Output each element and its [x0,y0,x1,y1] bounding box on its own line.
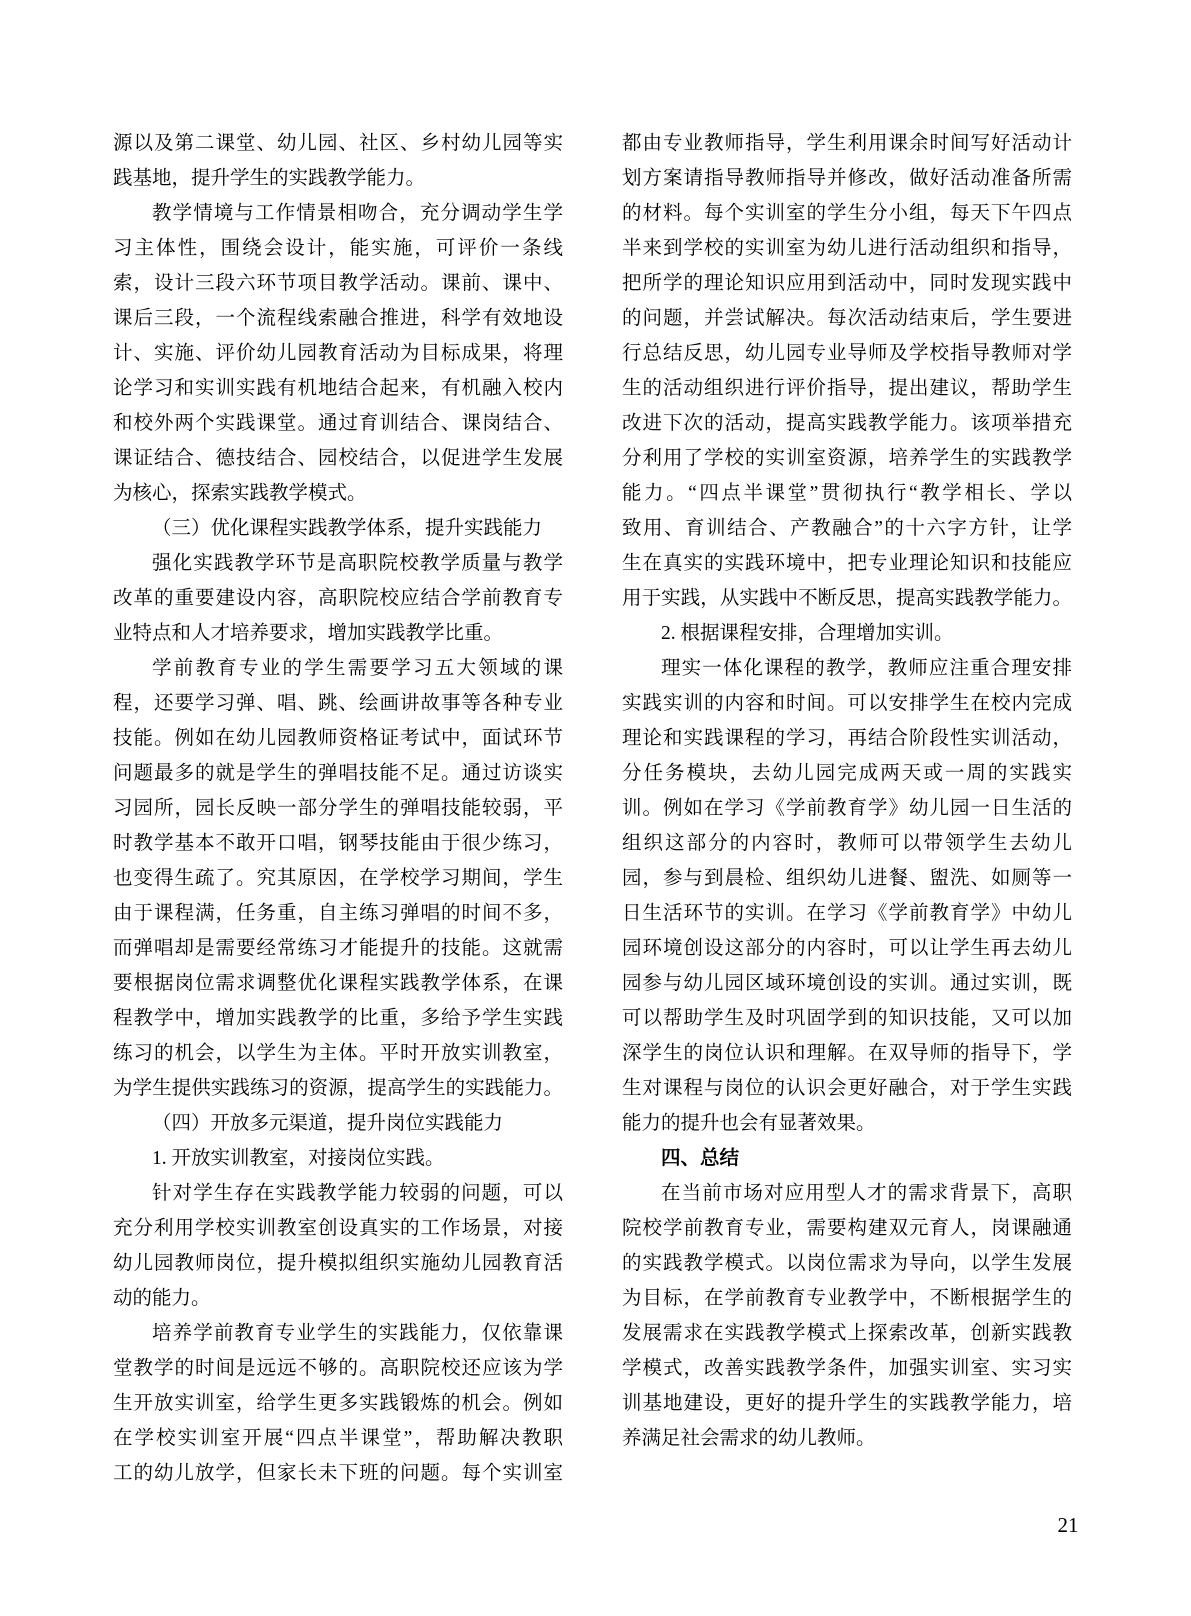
text-line: 培养学前教育专业学生的实践能力，仅依靠课 [152,1323,563,1344]
text-line: （四）开放多元渠道，提升岗位实践能力 [152,1113,504,1134]
text-line: 把所学的理论知识应用到活动中，同时发现实践中 [622,273,1072,294]
text-line: 动的能力。 [113,1288,211,1309]
text-line: 和校外两个实践课堂。通过育训结合、课岗结合、 [113,413,563,434]
text-line: 可以帮助学生及时巩固学到的知识技能，又可以加 [622,1008,1072,1029]
text-line: 生开放实训室，给学生更多实践锻炼的机会。例如 [113,1393,563,1414]
text-line: 能力。“四点半课堂”贯彻执行“教学相长、学以 [622,483,1072,504]
text-line: 致用、育训结合、产教融合”的十六字方针，让学 [622,518,1072,539]
text-line: 院校学前教育专业，需要构建双元育人，岗课融通 [622,1218,1072,1239]
text-line: 改革的重要建设内容，高职院校应结合学前教育专 [113,588,563,609]
text-line: 半来到学校的实训室为幼儿进行活动组织和指导， [622,238,1072,259]
text-line: 理实一体化课程的教学，教师应注重合理安排 [661,658,1072,679]
text-line: 的实践教学模式。以岗位需求为导向，以学生发展 [622,1253,1072,1274]
right-text-column [622,126,1072,1456]
text-line: 发展需求在实践教学模式上探索改革，创新实践教 [622,1323,1072,1344]
text-line: 工的幼儿放学，但家长未下班的问题。每个实训室 [113,1463,563,1484]
text-line: 为目标，在学前教育专业教学中，不断根据学生的 [622,1288,1072,1309]
text-line: 组织这部分的内容时，教师可以带领学生去幼儿 [622,833,1072,854]
text-line: 堂教学的时间是远远不够的。高职院校还应该为学 [113,1358,563,1379]
text-line: 程，还要学习弹、唱、跳、绘画讲故事等各种专业 [113,693,563,714]
text-line: 在学校实训室开展“四点半课堂”，帮助解决教职 [113,1428,563,1449]
text-line: 2. 根据课程安排，合理增加实训。 [661,623,954,644]
text-line: 源以及第二课堂、幼儿园、社区、乡村幼儿园等实 [113,133,563,154]
text-line: 为核心，探索实践教学模式。 [113,483,367,504]
text-line: 园参与幼儿园区域环境创设的实训。通过实训，既 [622,973,1072,994]
text-line: 的问题，并尝试解决。每次活动结束后，学生要进 [622,308,1072,329]
text-line: 划方案请指导教师指导并修改，做好活动准备所需 [622,168,1072,189]
text-line: 学模式，改善实践教学条件，加强实训室、实习实 [622,1358,1072,1379]
left-text-column [113,126,563,1491]
text-line: 由于课程满，任务重，自主练习弹唱的时间不多， [113,903,563,924]
text-line: 理论和实践课程的学习，再结合阶段性实训活动， [622,728,1072,749]
text-line: 用于实践，从实践中不断反思，提高实践教学能力。 [622,588,1072,609]
text-line: 充分利用学校实训教室创设真实的工作场景，对接 [113,1218,563,1239]
text-line: 改进下次的活动，提高实践教学能力。该项举措充 [622,413,1072,434]
section-heading: 四、总结 [661,1147,740,1169]
text-line: 课后三段，一个流程线索融合推进，科学有效地设 [113,308,563,329]
text-line: 行总结反思，幼儿园专业导师及学校指导教师对学 [622,343,1072,364]
text-line: 针对学生存在实践教学能力较弱的问题，可以 [152,1183,563,1204]
text-line: 习主体性，围绕会设计，能实施，可评价一条线 [113,238,563,259]
text-line: 1. 开放实训教室，对接岗位实践。 [152,1148,445,1169]
text-line: 践基地，提升学生的实践教学能力。 [113,168,426,189]
text-line: （三）优化课程实践教学体系，提升实践能力 [152,518,543,539]
text-line: 生在真实的实践环境中，把专业理论知识和技能应 [622,553,1072,574]
text-line: 练习的机会，以学生为主体。平时开放实训教室， [113,1043,563,1064]
text-line: 训基地建设，更好的提升学生的实践教学能力，培 [622,1393,1072,1414]
text-line: 而弹唱却是需要经常练习才能提升的技能。这就需 [113,938,563,959]
text-line: 日生活环节的实训。在学习《学前教育学》中幼儿 [622,903,1072,924]
text-line: 问题最多的就是学生的弹唱技能不足。通过访谈实 [113,763,563,784]
text-line: 分任务模块，去幼儿园完成两天或一周的实践实 [622,763,1072,784]
text-line: 习园所，园长反映一部分学生的弹唱技能较弱，平 [113,798,563,819]
text-line: 课证结合、德技结合、园校结合，以促进学生发展 [113,448,563,469]
text-line: 时教学基本不敢开口唱，钢琴技能由于很少练习， [113,833,563,854]
text-line: 训。例如在学习《学前教育学》幼儿园一日生活的 [622,798,1072,819]
text-line: 要根据岗位需求调整优化课程实践教学体系，在课 [113,973,563,994]
text-line: 都由专业教师指导，学生利用课余时间写好活动计 [622,133,1072,154]
text-line: 实践实训的内容和时间。可以安排学生在校内完成 [622,693,1072,714]
text-line: 深学生的岗位认识和理解。在双导师的指导下，学 [622,1043,1072,1064]
text-line: 也变得生疏了。究其原因，在学校学习期间，学生 [113,868,563,889]
text-line: 计、实施、评价幼儿园教育活动为目标成果，将理 [113,343,563,364]
text-line: 能力的提升也会有显著效果。 [622,1113,876,1134]
text-line: 技能。例如在幼儿园教师资格证考试中，面试环节 [113,728,563,749]
text-line: 园环境创设这部分的内容时，可以让学生再去幼儿 [622,938,1072,959]
page-number: 21 [1057,1513,1079,1537]
text-line: 强化实践教学环节是高职院校教学质量与教学 [152,553,563,574]
text-line: 论学习和实训实践有机地结合起来，有机融入校内 [113,378,563,399]
text-line: 生对课程与岗位的认识会更好融合，对于学生实践 [622,1078,1072,1099]
text-line: 园，参与到晨检、组织幼儿进餐、盥洗、如厕等一 [622,868,1072,889]
text-line: 养满足社会需求的幼儿教师。 [622,1428,876,1449]
text-line: 幼儿园教师岗位，提升模拟组织实施幼儿园教育活 [113,1253,563,1274]
text-line: 程教学中，增加实践教学的比重，多给予学生实践 [113,1008,563,1029]
text-line: 在当前市场对应用型人才的需求背景下，高职 [661,1183,1072,1204]
text-line: 为学生提供实践练习的资源，提高学生的实践能力。 [113,1078,563,1099]
text-line: 教学情境与工作情景相吻合，充分调动学生学 [152,203,563,224]
text-line: 业特点和人才培养要求，增加实践教学比重。 [113,623,504,644]
text-line: 的材料。每个实训室的学生分小组，每天下午四点 [622,203,1072,224]
text-line: 学前教育专业的学生需要学习五大领域的课 [152,658,563,679]
text-line: 分利用了学校的实训室资源，培养学生的实践教学 [622,448,1072,469]
text-line: 索，设计三段六环节项目教学活动。课前、课中、 [113,273,563,294]
text-line: 生的活动组织进行评价指导，提出建议，帮助学生 [622,378,1072,399]
